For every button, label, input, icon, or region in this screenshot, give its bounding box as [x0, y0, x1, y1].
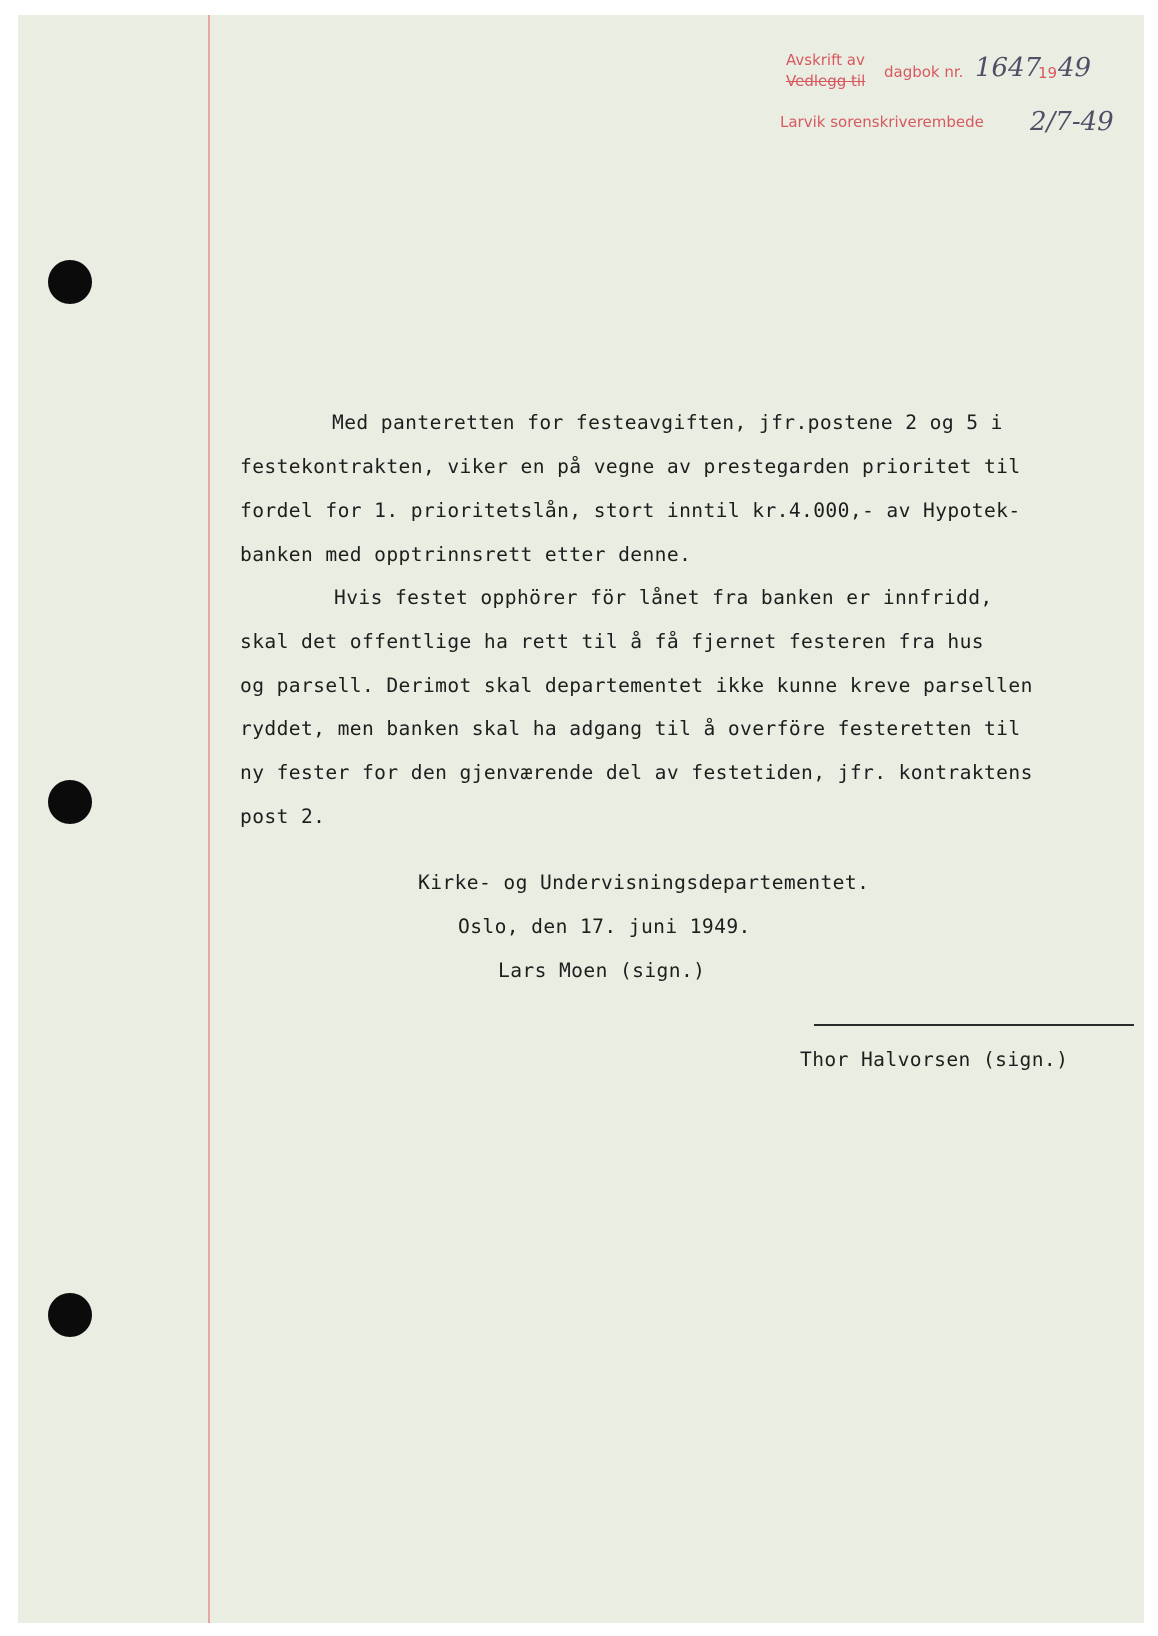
- body-line: og parsell. Derimot skal departementet ikke kunne kreve parsellen: [240, 674, 1033, 697]
- handwritten-year-suffix: 49: [1058, 53, 1092, 83]
- body-line: festekontrakten, viker en på vegne av prestegarden prioritet til: [240, 455, 1021, 478]
- signature-lars-moen: Lars Moen (sign.): [498, 959, 706, 982]
- stamp-dagbok-nr: dagbok nr.: [884, 63, 964, 81]
- body-line: post 2.: [240, 805, 326, 828]
- handwritten-dagbok-number: 1647: [975, 53, 1042, 83]
- stamp-avskrift-av: Avskrift av: [786, 51, 865, 69]
- stamp-office: Larvik sorenskriverembede: [780, 113, 984, 131]
- margin-line: [208, 15, 210, 1623]
- body-line: skal det offentlige ha rett til å få fjernet festeren fra hus: [240, 630, 984, 653]
- department-name: Kirke- og Undervisningsdepartementet.: [418, 871, 870, 894]
- body-line: fordel for 1. prioritetslån, stort inntil kr.4.000,- av Hypotek-: [240, 499, 1021, 522]
- stamp-year-prefix: 19: [1038, 64, 1058, 82]
- punch-hole-bottom: [48, 1293, 92, 1337]
- handwritten-date: 2/7-49: [1030, 107, 1114, 137]
- body-line: banken med opptrinnsrett etter denne.: [240, 543, 692, 566]
- body-line: ryddet, men banken skal ha adgang til å overföre festeretten til: [240, 717, 1021, 740]
- body-line: ny fester for den gjenværende del av festetiden, jfr. kontraktens: [240, 761, 1033, 784]
- punch-hole-top: [48, 260, 92, 304]
- stamp-vedlegg-til: Vedlegg til: [786, 72, 866, 90]
- document-page: [18, 15, 1144, 1623]
- body-line: Med panteretten for festeavgiften, jfr.postene 2 og 5 i: [332, 411, 1003, 434]
- place-date: Oslo, den 17. juni 1949.: [458, 915, 751, 938]
- signature-thor-halvorsen: Thor Halvorsen (sign.): [800, 1048, 1069, 1071]
- body-line: Hvis festet opphörer för lånet fra banken er innfridd,: [334, 586, 993, 609]
- signature-rule: [814, 1024, 1134, 1026]
- punch-hole-middle: [48, 780, 92, 824]
